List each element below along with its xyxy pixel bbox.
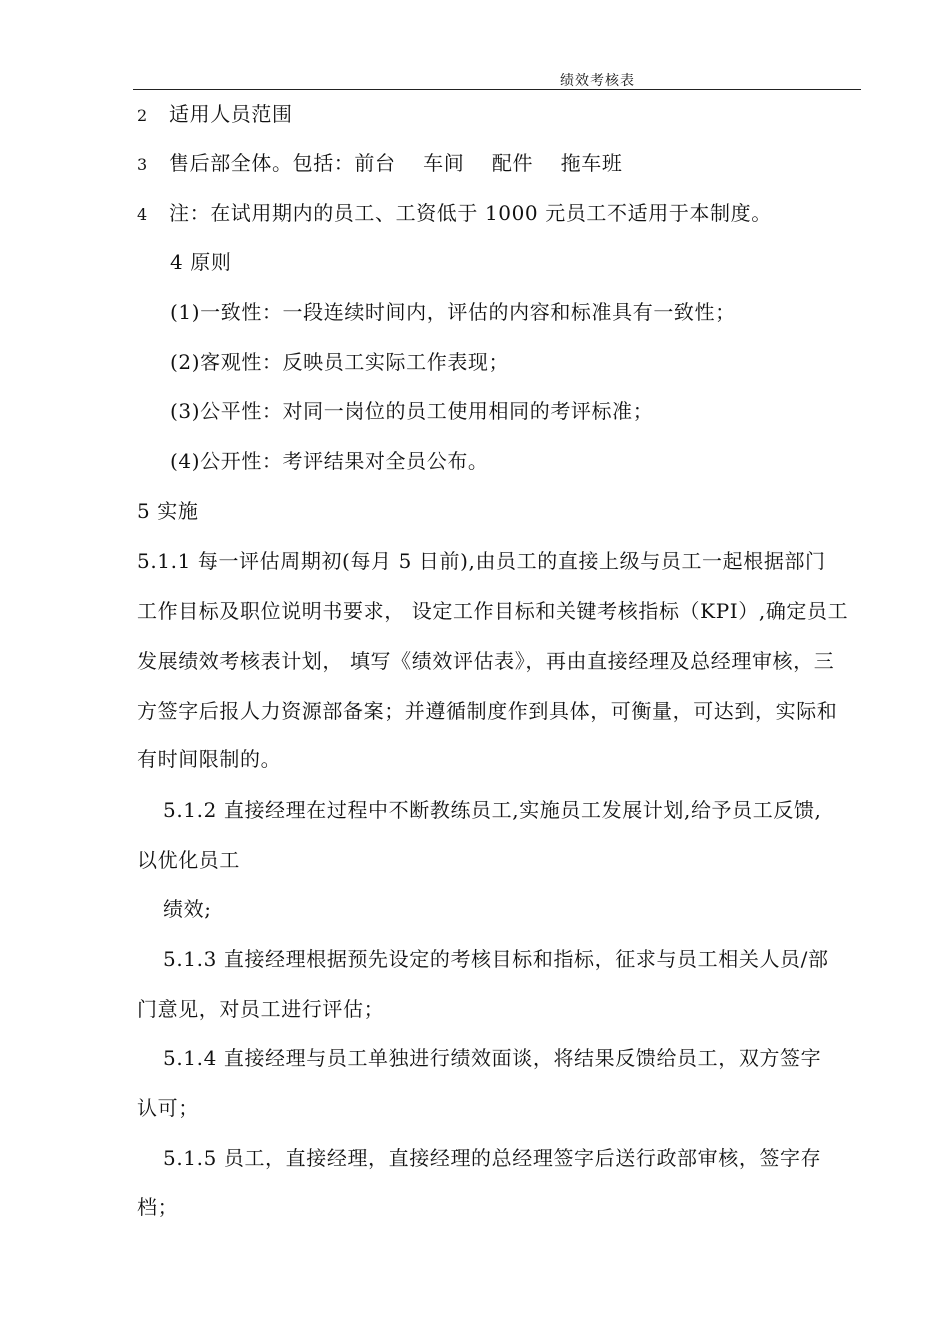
header-title: 绩效考核表 — [560, 73, 635, 89]
section-heading-implementation: 5 实施 — [137, 499, 199, 523]
paragraph-5-1-4-line: 认可； — [137, 1096, 199, 1120]
principle-item: (1)一致性：一段连续时间内，评估的内容和标准具有一致性； — [170, 300, 736, 324]
paragraph-5-1-5-line: 档； — [137, 1195, 179, 1219]
paragraph-5-1-1-line: 有时间限制的。 — [137, 747, 282, 771]
paragraph-5-1-4-line: 5.1.4 直接经理与员工单独进行绩效面谈，将结果反馈给员工，双方签字 — [163, 1046, 822, 1070]
principle-item: (2)客观性：反映员工实际工作表现； — [170, 350, 510, 374]
list-item-text: 适用人员范围 — [169, 102, 293, 126]
paragraph-5-1-2-line: 以优化员工 — [137, 848, 240, 872]
paragraph-5-1-1-line: 工作目标及职位说明书要求， 设定工作目标和关键考核指标（KPI）,确定员工 — [137, 599, 849, 623]
list-item-number: 2 — [137, 106, 148, 125]
list-item-text: 售后部全体。包括：前台 车间 配件 拖车班 — [169, 151, 623, 175]
list-item-text: 注：在试用期内的员工、工资低于 1000 元员工不适用于本制度。 — [169, 201, 772, 225]
principle-item: (3)公平性：对同一岗位的员工使用相同的考评标准； — [170, 399, 654, 423]
paragraph-5-1-5-line: 5.1.5 员工，直接经理，直接经理的总经理签字后送行政部审核，签字存 — [163, 1146, 822, 1170]
list-item — [137, 148, 622, 180]
header-divider — [133, 89, 861, 90]
paragraph-5-1-2-line: 绩效; — [163, 897, 212, 921]
paragraph-5-1-3-line: 门意见，对员工进行评估； — [137, 997, 385, 1021]
list-item — [137, 99, 293, 131]
paragraph-5-1-2-line: 5.1.2 直接经理在过程中不断教练员工,实施员工发展计划,给予员工反馈, — [163, 798, 822, 822]
principle-item: (4)公开性：考评结果对全员公布。 — [170, 449, 489, 473]
paragraph-5-1-3-line: 5.1.3 直接经理根据预先设定的考核目标和指标，征求与员工相关人员/部 — [163, 947, 829, 971]
paragraph-5-1-1-line: 方签字后报人力资源部备案；并遵循制度作到具体，可衡量，可达到，实际和 — [137, 699, 838, 723]
list-item — [137, 198, 772, 230]
list-item-number: 3 — [137, 155, 148, 174]
list-item-number: 4 — [137, 205, 148, 224]
paragraph-5-1-1-line: 5.1.1 每一评估周期初(每月 5 日前),由员工的直接上级与员工一起根据部门 — [137, 549, 826, 573]
section-heading-principles: 4 原则 — [170, 250, 232, 274]
paragraph-5-1-1-line: 发展绩效考核表计划， 填写《绩效评估表》，再由直接经理及总经理审核，三 — [137, 649, 835, 673]
